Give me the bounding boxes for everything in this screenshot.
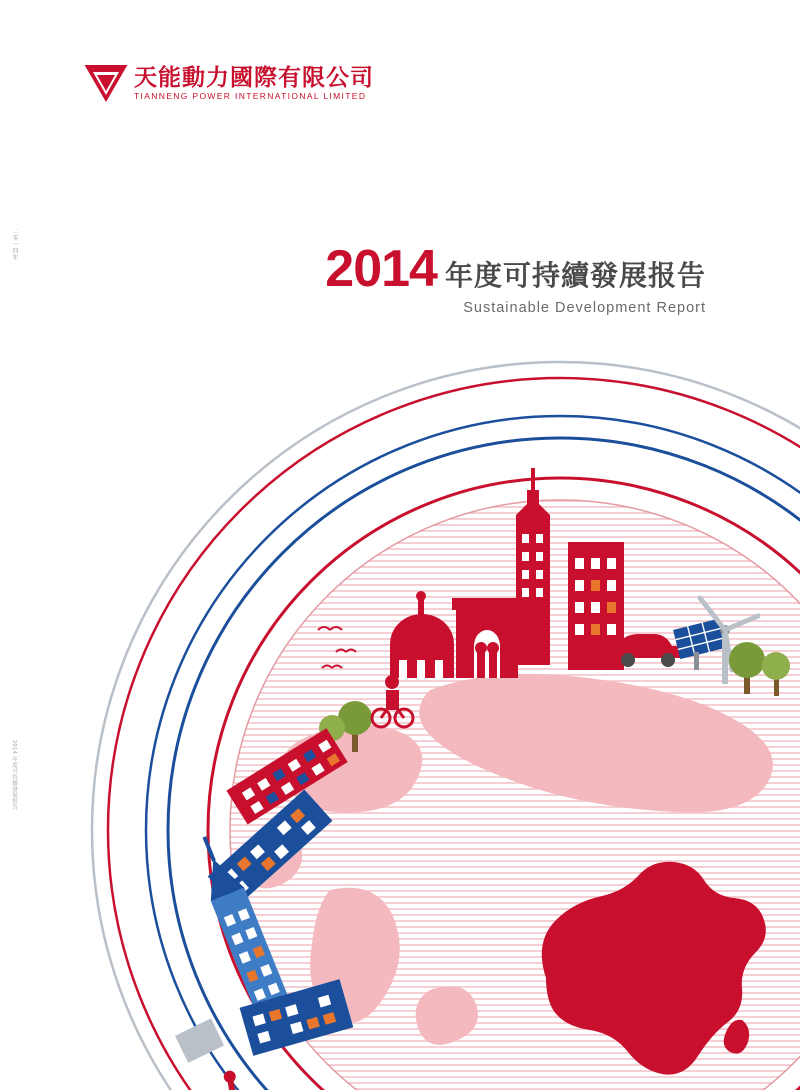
report-title-en: Sustainable Development Report <box>463 300 706 316</box>
side-note-top: 二零一四年 <box>11 228 17 261</box>
logo-text-block <box>134 62 374 102</box>
company-name-cn: 天能動力國際有限公司 <box>134 64 374 90</box>
title-main-row <box>325 240 706 298</box>
globe-city-illustration-svg <box>0 330 800 1090</box>
company-logo <box>84 62 374 104</box>
report-year: 2014 <box>325 240 437 298</box>
report-title-cn: 年度可持續發展报告 <box>444 260 706 291</box>
company-name-en: TIANNENG POWER INTERNATIONAL LIMITED <box>134 91 367 101</box>
side-note-bottom: 2014 年度可持續發展报告 <box>11 740 17 811</box>
cover-title <box>325 240 706 317</box>
cover-artwork <box>0 330 800 1090</box>
tianneng-triangle-logo-icon <box>84 62 128 104</box>
